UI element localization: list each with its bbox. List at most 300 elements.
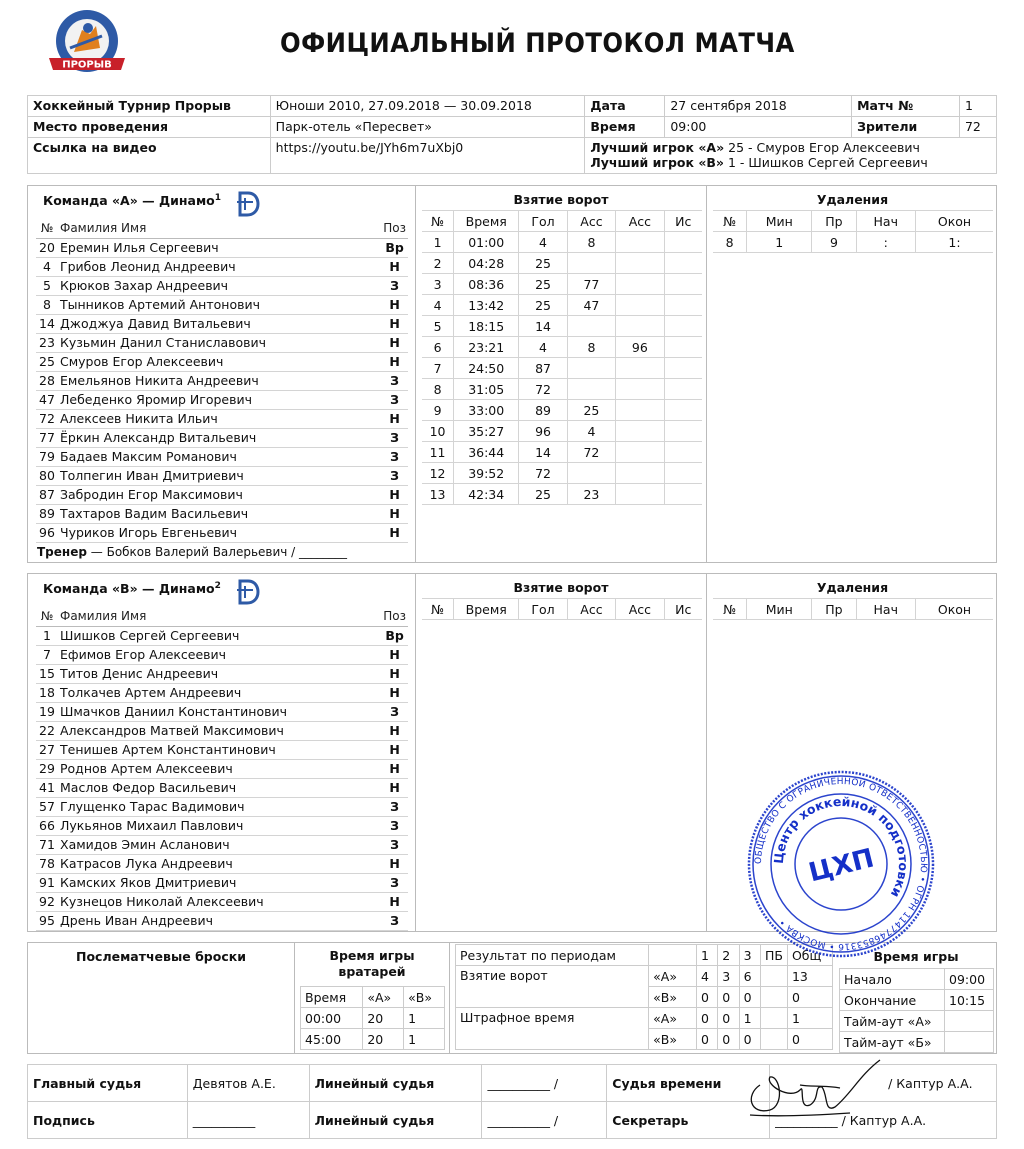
table-cell — [567, 379, 615, 400]
player-name: Ефимов Егор Алексеевич — [58, 645, 381, 664]
period-header: 1 — [696, 945, 717, 966]
player-number: 22 — [36, 721, 58, 740]
player-name: Кузьмин Данил Станиславович — [58, 333, 381, 352]
table-cell — [664, 484, 702, 505]
linesman-2-label: Линейный судья — [309, 1102, 482, 1139]
player-position: Н — [381, 409, 408, 428]
player-name: Чуриков Игорь Евгеньевич — [58, 523, 381, 542]
column-header: Гол — [519, 211, 567, 232]
player-name: Тахтаров Вадим Васильевич — [58, 504, 381, 523]
period-cell: 0 — [718, 987, 739, 1008]
player-name: Алексеев Никита Ильич — [58, 409, 381, 428]
stamp-center-text: ЦХП — [805, 843, 878, 889]
table-cell: 9 — [422, 400, 454, 421]
player-number: 78 — [36, 854, 58, 873]
player-position: Н — [381, 721, 408, 740]
table-cell: 1 — [422, 232, 454, 253]
match-number-label: Матч № — [852, 96, 960, 117]
table-cell — [616, 295, 664, 316]
player-position: Н — [381, 352, 408, 371]
team-a-goals-table — [422, 210, 702, 505]
table-cell: 31:05 — [454, 379, 519, 400]
player-position: Н — [381, 645, 408, 664]
end-time: 10:15 — [945, 990, 994, 1011]
team-a-goals-title: Взятие ворот — [513, 192, 609, 207]
table-cell: 25 — [519, 253, 567, 274]
period-header: Общ — [787, 945, 832, 966]
column-header: Ис — [664, 599, 702, 620]
player-position: З — [381, 873, 408, 892]
player-number: 72 — [36, 409, 58, 428]
player-position: Н — [381, 504, 408, 523]
table-cell: 2 — [422, 253, 454, 274]
table-cell: 12 — [422, 463, 454, 484]
player-name: Толпегин Иван Дмитриевич — [58, 466, 381, 485]
table-cell: 25 — [567, 400, 615, 421]
column-header: Асс — [567, 599, 615, 620]
player-name: Шмачков Даниил Константинович — [58, 702, 381, 721]
roster-row — [36, 854, 408, 873]
team-b-penalties-table — [713, 598, 993, 620]
period-cell: 0 — [696, 1029, 717, 1050]
player-position: З — [381, 447, 408, 466]
player-number: 79 — [36, 447, 58, 466]
table-cell — [664, 337, 702, 358]
column-header: Асс — [616, 599, 664, 620]
table-cell: 04:28 — [454, 253, 519, 274]
table-cell — [616, 379, 664, 400]
table-cell — [567, 358, 615, 379]
roster-row — [36, 485, 408, 504]
period-header: 3 — [739, 945, 760, 966]
player-name: Джоджуа Давид Витальевич — [58, 314, 381, 333]
player-position: Н — [381, 892, 408, 911]
table-cell: 20 — [363, 1029, 404, 1050]
period-cell: 0 — [696, 1008, 717, 1029]
team-b-goals-column — [416, 574, 707, 931]
player-position: З — [381, 911, 408, 930]
table-cell: 13 — [422, 484, 454, 505]
player-position: Н — [381, 295, 408, 314]
roster-row — [36, 645, 408, 664]
player-position: З — [381, 816, 408, 835]
table-cell — [616, 253, 664, 274]
table-cell: 4 — [422, 295, 454, 316]
player-number: 7 — [36, 645, 58, 664]
table-cell: 8 — [422, 379, 454, 400]
table-cell — [664, 274, 702, 295]
player-position: Вр — [381, 238, 408, 257]
column-header: № — [713, 211, 747, 232]
table-cell: 8 — [713, 232, 747, 253]
roster-row — [36, 911, 408, 930]
secretary-value: __________ / Каптур А.А. — [770, 1102, 997, 1139]
best-player-a-value: 25 - Смуров Егор Алексеевич — [728, 140, 920, 155]
column-header: Нач — [856, 599, 916, 620]
player-name: Крюков Захар Андреевич — [58, 276, 381, 295]
game-time-table: Начало 09:00 Окончание 10:15 Тайм-аут «А» Тайм-аут «Б» — [839, 968, 994, 1053]
table-row — [422, 484, 702, 505]
table-row — [422, 232, 702, 253]
roster-row — [36, 276, 408, 295]
player-name: Катрасов Лука Андреевич — [58, 854, 381, 873]
player-position: Н — [381, 854, 408, 873]
table-row — [422, 358, 702, 379]
player-name: Смуров Егор Алексеевич — [58, 352, 381, 371]
table-cell: 8 — [567, 337, 615, 358]
player-number: 92 — [36, 892, 58, 911]
table-cell — [664, 253, 702, 274]
table-cell: 72 — [519, 379, 567, 400]
table-cell: 23:21 — [454, 337, 519, 358]
logo-banner: ПРОРЫВ — [62, 59, 112, 71]
secretary-label: Секретарь — [607, 1102, 770, 1139]
period-cell: 0 — [787, 987, 832, 1008]
column-header: Окон — [916, 599, 993, 620]
player-name: Грибов Леонид Андреевич — [58, 257, 381, 276]
timekeeper-value: / Каптур А.А. — [770, 1065, 997, 1102]
team-a-roster: № Фамилия Имя Поз 20 Еремин Илья Сергеевич Вр 4 Грибов Леонид Андреевич Н 5 Крюков Захар Андреевич З 8 Тынников Артемий Антонович Н 14 Джоджуа Давид Витальевич Н 23 Кузьмин Данил Станиславович Н 25 Смуров Егор Алексеевич Н 28 Емельянов Никита Андреевич З 47 Лебеденко Яромир Игоревич З 72 Алексеев Никита Ильич Н 77 Ёркин Александр Витальевич З 79 Бадаев Максим Романович З 80 Толпегин Иван Дмитриевич З 87 Забродин Егор Максимович Н 89 Тахтаров Вадим Васильевич Н 96 Чуриков Игорь Евгеньевич Н — [36, 219, 408, 543]
column-header: Асс — [616, 211, 664, 232]
player-number: 5 — [36, 276, 58, 295]
roster-row — [36, 835, 408, 854]
roster-row — [36, 740, 408, 759]
table-cell: 01:00 — [454, 232, 519, 253]
player-number: 20 — [36, 238, 58, 257]
period-cell: 4 — [696, 966, 717, 987]
player-number: 87 — [36, 485, 58, 504]
table-cell: 10 — [422, 421, 454, 442]
table-row — [422, 337, 702, 358]
player-name: Кузнецов Николай Алексеевич — [58, 892, 381, 911]
player-name: Хамидов Эмин Асланович — [58, 835, 381, 854]
table-cell: 1 — [404, 1008, 445, 1029]
table-cell: 14 — [519, 442, 567, 463]
player-number: 14 — [36, 314, 58, 333]
goalie-time-table — [300, 986, 445, 1050]
column-header: Пр — [812, 211, 856, 232]
dynamo-logo-icon — [234, 190, 260, 218]
period-cell — [760, 1008, 787, 1029]
player-number: 8 — [36, 295, 58, 314]
table-cell — [616, 484, 664, 505]
table-cell: 18:15 — [454, 316, 519, 337]
player-name: Ёркин Александр Витальевич — [58, 428, 381, 447]
roster-row — [36, 447, 408, 466]
table-cell: 5 — [422, 316, 454, 337]
table-row — [422, 463, 702, 484]
table-cell: 25 — [519, 295, 567, 316]
table-cell — [616, 232, 664, 253]
period-cell: 0 — [787, 1029, 832, 1050]
player-name: Лебеденко Яромир Игоревич — [58, 390, 381, 409]
team-a-block — [27, 185, 997, 563]
table-cell: 24:50 — [454, 358, 519, 379]
table-cell: 1 — [747, 232, 812, 253]
table-cell: 87 — [519, 358, 567, 379]
column-header: Ис — [664, 211, 702, 232]
column-header: Гол — [519, 599, 567, 620]
table-cell: 89 — [519, 400, 567, 421]
player-number: 25 — [36, 352, 58, 371]
player-position: Н — [381, 778, 408, 797]
column-header: Время — [301, 987, 363, 1008]
table-cell: 7 — [422, 358, 454, 379]
column-header: Время — [454, 599, 519, 620]
player-position: З — [381, 702, 408, 721]
player-name: Титов Денис Андреевич — [58, 664, 381, 683]
roster-row — [36, 892, 408, 911]
team-a-goals-column — [416, 186, 707, 562]
table-row — [422, 379, 702, 400]
roster-row — [36, 333, 408, 352]
roster-row — [36, 352, 408, 371]
column-header: Нач — [856, 211, 916, 232]
player-position: З — [381, 835, 408, 854]
table-cell — [616, 358, 664, 379]
table-row — [422, 295, 702, 316]
column-header: Время — [454, 211, 519, 232]
stamp-outer-text: ОБЩЕСТВО С ОГРАНИЧЕННОЙ ОТВЕТСТВЕННОСТЬЮ • ОГРН 1147746853316 • МОСКВА • — [753, 776, 929, 952]
table-cell — [616, 400, 664, 421]
table-cell: 6 — [422, 337, 454, 358]
player-name: Роднов Артем Алексеевич — [58, 759, 381, 778]
time-value: 09:00 — [665, 117, 852, 138]
head-referee-value: Девятов А.Е. — [187, 1065, 309, 1102]
column-header: «А» — [363, 987, 404, 1008]
player-number: 28 — [36, 371, 58, 390]
team-a-title: Команда «А» — Динамо$^1$ — [43, 193, 222, 209]
table-cell — [664, 400, 702, 421]
roster-row — [36, 664, 408, 683]
video-link[interactable]: https://youtu.be/JYh6m7uXbj0 — [270, 138, 585, 174]
table-cell: 42:34 — [454, 484, 519, 505]
best-players-cell — [585, 138, 997, 174]
column-header: «В» — [404, 987, 445, 1008]
team-b-goals-title: Взятие ворот — [513, 580, 609, 595]
table-cell: 4 — [519, 337, 567, 358]
tournament-logo — [44, 8, 130, 80]
player-number: 71 — [36, 835, 58, 854]
table-cell — [567, 253, 615, 274]
start-time: 09:00 — [945, 969, 994, 990]
goalie-time-title: Время игры вратарей — [329, 948, 415, 979]
period-cell: 0 — [718, 1029, 739, 1050]
period-header: 2 — [718, 945, 739, 966]
table-cell: : — [856, 232, 916, 253]
table-cell — [664, 232, 702, 253]
table-cell: 11 — [422, 442, 454, 463]
period-cell: 0 — [718, 1008, 739, 1029]
table-cell — [616, 463, 664, 484]
table-row — [301, 1008, 445, 1029]
table-cell — [567, 316, 615, 337]
spectators-label: Зрители — [852, 117, 960, 138]
period-cell: 6 — [739, 966, 760, 987]
match-info-table — [27, 95, 997, 174]
period-cell — [760, 1029, 787, 1050]
table-cell: 1: — [916, 232, 993, 253]
player-number: 95 — [36, 911, 58, 930]
column-header: № — [713, 599, 747, 620]
column-header: Пр — [812, 599, 856, 620]
game-time-title: Время игры — [873, 949, 959, 964]
best-player-a-label: Лучший игрок «А» — [590, 140, 725, 155]
player-position: З — [381, 276, 408, 295]
player-position: З — [381, 466, 408, 485]
player-name: Тенишев Артем Константинович — [58, 740, 381, 759]
table-cell: 1 — [404, 1029, 445, 1050]
team-b-roster: № Фамилия Имя Поз 1 Шишков Сергей Сергеевич Вр 7 Ефимов Егор Алексеевич Н 15 Титов Денис Андреевич Н 18 Толкачев Артем Андреевич Н 19 Шмачков Даниил Константинович З 22 Александров Матвей Максимович Н 27 Тенишев Артем Константинович Н 29 Роднов Артем Алексеевич Н 41 Маслов Федор Васильевич Н 57 Глущенко Тарас Вадимович З 66 Лукьянов Михаил Павлович З 71 Хамидов Эмин Асланович З 78 Катрасов Лука Андреевич Н 91 Камских Яков Дмитриевич З 92 Кузнецов Николай Алексеевич Н 95 Дрень Иван Андреевич З — [36, 607, 408, 931]
roster-row — [36, 523, 408, 542]
table-cell — [664, 316, 702, 337]
table-cell — [664, 358, 702, 379]
period-cell: 1 — [787, 1008, 832, 1029]
table-row — [422, 442, 702, 463]
table-cell: 14 — [519, 316, 567, 337]
table-cell — [616, 274, 664, 295]
team-a-penalties-table — [713, 210, 993, 253]
player-position: З — [381, 797, 408, 816]
player-position: З — [381, 371, 408, 390]
player-position: Н — [381, 740, 408, 759]
roster-row — [36, 873, 408, 892]
time-label: Время — [585, 117, 665, 138]
roster-row — [36, 295, 408, 314]
player-number: 66 — [36, 816, 58, 835]
table-cell: 72 — [567, 442, 615, 463]
column-header: Асс — [567, 211, 615, 232]
linesman-1-value: __________ / — [482, 1065, 607, 1102]
player-position: Н — [381, 683, 408, 702]
player-number: 19 — [36, 702, 58, 721]
signature-label: Подпись — [28, 1102, 188, 1139]
table-cell — [664, 295, 702, 316]
table-row — [422, 421, 702, 442]
player-number: 41 — [36, 778, 58, 797]
period-cell: 0 — [739, 1029, 760, 1050]
player-name: Шишков Сергей Сергеевич — [58, 626, 381, 645]
roster-row — [36, 816, 408, 835]
column-header: № — [422, 211, 454, 232]
player-name: Глущенко Тарас Вадимович — [58, 797, 381, 816]
roster-row — [36, 504, 408, 523]
column-header: Мин — [747, 599, 812, 620]
table-cell: 77 — [567, 274, 615, 295]
player-position: З — [381, 390, 408, 409]
table-row — [301, 1029, 445, 1050]
official-stamp — [745, 768, 937, 960]
player-name: Бадаев Максим Романович — [58, 447, 381, 466]
table-row — [422, 274, 702, 295]
linesman-2-value: __________ / — [482, 1102, 607, 1139]
table-cell: 36:44 — [454, 442, 519, 463]
team-b-roster-column — [28, 574, 416, 931]
venue-label: Место проведения — [28, 117, 271, 138]
player-number: 18 — [36, 683, 58, 702]
player-position: Н — [381, 257, 408, 276]
stamp-inner-text: Центр хоккейной подготовки — [770, 793, 912, 901]
player-position: Н — [381, 523, 408, 542]
table-cell — [664, 442, 702, 463]
linesman-1-label: Линейный судья — [309, 1065, 482, 1102]
player-position: З — [381, 428, 408, 447]
roster-row — [36, 626, 408, 645]
roster-row — [36, 759, 408, 778]
timekeeper-label: Судья времени — [607, 1065, 770, 1102]
roster-row — [36, 721, 408, 740]
player-position: Н — [381, 333, 408, 352]
goalie-time-section — [295, 943, 450, 1053]
period-header: ПБ — [760, 945, 787, 966]
team-b-title: Команда «В» — Динамо$^2$ — [43, 581, 221, 597]
roster-row — [36, 778, 408, 797]
player-number: 96 — [36, 523, 58, 542]
table-cell: 9 — [812, 232, 856, 253]
player-name: Тынников Артемий Антонович — [58, 295, 381, 314]
roster-row — [36, 797, 408, 816]
spectators-value: 72 — [959, 117, 996, 138]
player-number: 77 — [36, 428, 58, 447]
roster-row — [36, 314, 408, 333]
period-cell: 0 — [739, 987, 760, 1008]
table-cell: 00:00 — [301, 1008, 363, 1029]
table-cell: 4 — [519, 232, 567, 253]
table-cell: 39:52 — [454, 463, 519, 484]
table-cell: 3 — [422, 274, 454, 295]
table-cell: 72 — [519, 463, 567, 484]
period-cell: 13 — [787, 966, 832, 987]
date-value: 27 сентября 2018 — [665, 96, 852, 117]
date-label: Дата — [585, 96, 665, 117]
table-cell — [616, 316, 664, 337]
player-number: 80 — [36, 466, 58, 485]
best-player-b-value: 1 - Шишков Сергей Сергеевич — [727, 155, 928, 170]
table-row — [422, 316, 702, 337]
team-a-penalties-column — [707, 186, 998, 562]
player-name: Еремин Илья Сергеевич — [58, 238, 381, 257]
player-number: 91 — [36, 873, 58, 892]
player-number: 27 — [36, 740, 58, 759]
player-number: 47 — [36, 390, 58, 409]
roster-row — [36, 238, 408, 257]
table-row — [422, 253, 702, 274]
video-label: Ссылка на видео — [28, 138, 271, 174]
venue-value: Парк-отель «Пересвет» — [270, 117, 585, 138]
column-header: № — [422, 599, 454, 620]
player-position: Н — [381, 664, 408, 683]
head-referee-label: Главный судья — [28, 1065, 188, 1102]
table-cell — [664, 463, 702, 484]
signature-value: __________ — [187, 1102, 309, 1139]
period-cell: 3 — [718, 966, 739, 987]
table-cell: 47 — [567, 295, 615, 316]
dynamo-logo-icon — [234, 578, 260, 606]
table-cell — [664, 421, 702, 442]
table-cell — [567, 463, 615, 484]
table-cell: 96 — [519, 421, 567, 442]
team-b-goals-table — [422, 598, 702, 620]
table-cell: 35:27 — [454, 421, 519, 442]
player-name: Емельянов Никита Андреевич — [58, 371, 381, 390]
roster-row — [36, 466, 408, 485]
player-number: 4 — [36, 257, 58, 276]
table-cell: 4 — [567, 421, 615, 442]
player-name: Александров Матвей Максимович — [58, 721, 381, 740]
player-position: Н — [381, 759, 408, 778]
table-row — [422, 400, 702, 421]
player-number: 15 — [36, 664, 58, 683]
